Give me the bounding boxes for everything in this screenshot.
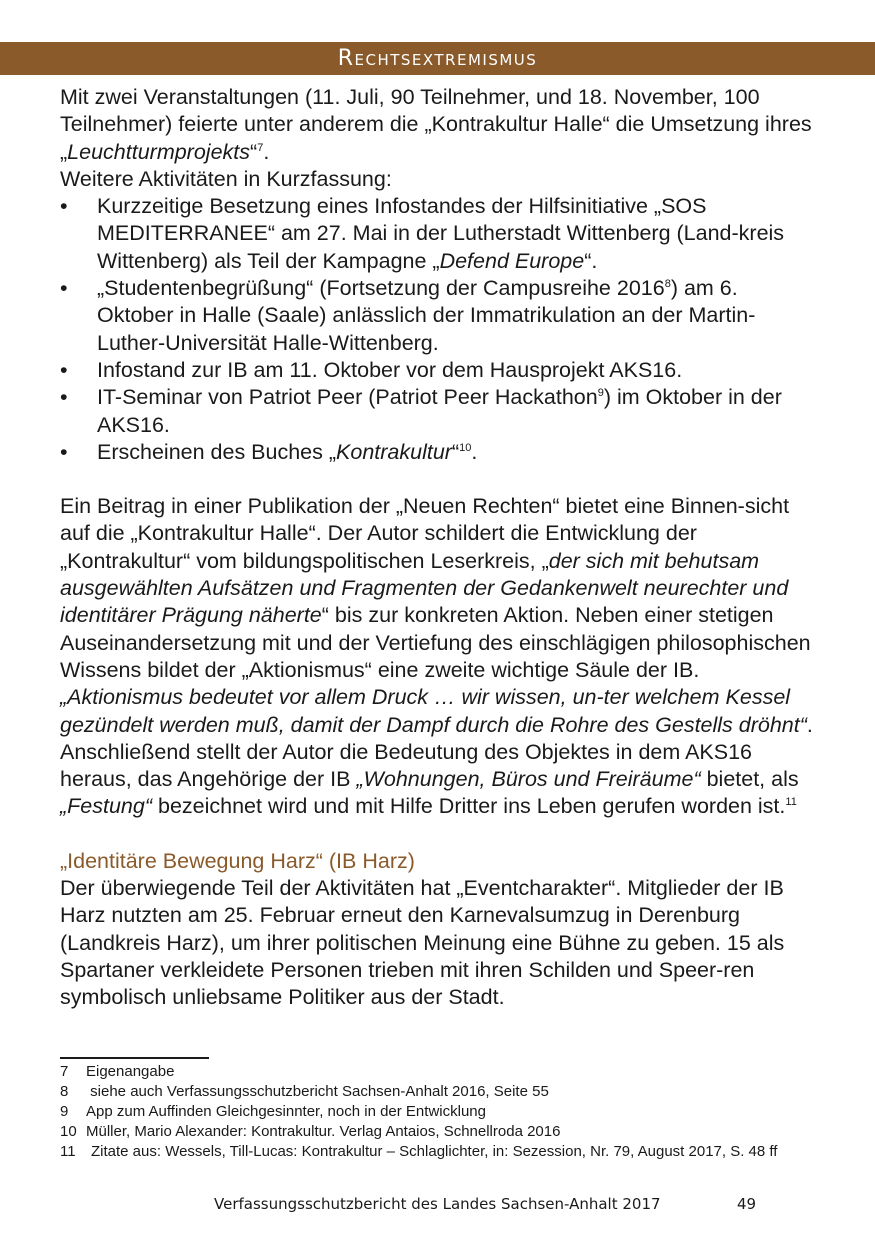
footnote-number: 9 (60, 1103, 69, 1120)
footnote-ref-8[interactable]: 8 (664, 277, 671, 290)
footnote-divider (60, 1057, 209, 1059)
chapter-header-bar (0, 42, 875, 75)
bullet-icon: • (60, 194, 68, 219)
list-item: • Erscheinen des Buches „Kontrakultur“$^{10}$. (60, 439, 820, 466)
footnote-ref-7[interactable]: 7 (257, 141, 264, 154)
paragraph-spacer (60, 466, 820, 493)
bullet-icon: • (60, 439, 68, 464)
kontrakultur-paragraph: Ein Beitrag in einer Publikation der „Neuen Rechten“ bietet eine Binnen-sicht auf die „Kontrakultur Halle“. Der Autor schildert die Entwicklung der „Kontrakultur“ vom bildungspolitischen Leserkreis, „der sich mit behutsam ausgewählten Aufsätzen und Fragmenten der Gedankenwelt neurechter und identitärer Prägung näherte“ bis zur konkreten Aktion. Neben einer stetigen Auseinandersetzung mit und der Vertiefung des einschlägigen philosophischen Wissens bildet der „Aktionismus“ eine zweite wichtige Säule der IB. „Aktionismus bedeutet vor allem Druck … wir wissen, un-ter welchem Kessel gezündelt werden muß, damit der Dampf durch die Rohre des Gestells dröhnt“. Anschließend stellt der Autor die Bedeutung des Objektes in dem AKS16 heraus, das Angehörige der IB „Wohnungen, Büros und Freiräume“ bietet, als „Festung“ bezeichnet wird und mit Hilfe Dritter ins Leben gerufen worden ist.$^{11}$ (60, 494, 813, 819)
bullet-icon: • (60, 357, 68, 382)
footnote-9: 9 App zum Auffinden Gleichgesinnter, noch in der Entwicklung (60, 1103, 486, 1120)
section-heading-ib-harz: „Identitäre Bewegung Harz“ (IB Harz) (60, 848, 415, 873)
footnotes (60, 1062, 820, 1162)
bullet-icon: • (60, 276, 68, 301)
footnote-8: 8 siehe auch Verfassungsschutzbericht Sachsen-Anhalt 2016, Seite 55 (60, 1083, 549, 1100)
page-number: 49 (737, 1195, 757, 1213)
activities-heading: Weitere Aktivitäten in Kurzfassung: (60, 166, 392, 191)
italic-term: Leuchtturmprojekts (67, 139, 251, 164)
footnote-ref-9[interactable]: 9 (597, 387, 604, 400)
list-item: • IT-Seminar von Patriot Peer (Patriot Peer Hackathon$^9$) im Oktober in der AKS16. (60, 385, 782, 437)
bullet-icon: • (60, 385, 68, 410)
list-item: • „Studentenbegrüßung“ (Fortsetzung der Campusreihe 2016$^8$) am 6. Oktober in Halle (Saale) anlässlich der Immatrikulation an der Martin-Luther-Universität Halle-Wittenberg. (60, 276, 756, 355)
footnote-10: 10 Müller, Mario Alexander: Kontrakultur. Verlag Antaios, Schnellroda 2016 (60, 1123, 561, 1140)
footnote-number: 7 (60, 1063, 69, 1080)
footnote-number: 11 (60, 1143, 76, 1160)
chapter-title: Rechtsextremismus (337, 46, 538, 71)
footnote-number: 10 (60, 1123, 77, 1140)
list-item: • Kurzzeitige Besetzung eines Infostandes der Hilfsinitiative „SOS MEDITERRANEE“ am 27. Mai in der Lutherstadt Wittenberg (Land-kreis Wittenberg) als Teil der Kampagne „Defend Europe“. (60, 194, 785, 273)
footnote-ref-10[interactable]: 10 (459, 441, 472, 454)
ib-harz-paragraph: Der überwiegende Teil der Aktivitäten hat „Eventcharakter“. Mitglieder der IB Harz nutzten am 25. Februar erneut den Karnevalsumzug in Derenburg (Landkreis Harz), um ihrer politischen Meinung eine Bühne zu geben. 15 als Spartaner verkleidete Personen trieben mit ihren Schilden und Speer-ren symbolisch unliebsame Politiker aus der Stadt. (60, 876, 785, 1010)
footnote-number: 8 (60, 1083, 69, 1100)
intro-paragraph: Mit zwei Veranstaltungen (11. Juli, 90 Teilnehmer, und 18. November, 100 Teilnehmer) feierte unter anderem die „Kontrakultur Halle“ die Umsetzung ihres „Leuchtturmprojekts“$^7$. (60, 85, 812, 164)
activities-list (60, 193, 820, 466)
list-item: • Infostand zur IB am 11. Oktober vor dem Hausprojekt AKS16. (60, 357, 820, 384)
footnote-ref-11[interactable]: 11 (785, 796, 797, 809)
page-footer-title: Verfassungsschutzbericht des Landes Sachsen-Anhalt 2017 (214, 1195, 661, 1213)
footnote-11: 11 Zitate aus: Wessels, Till-Lucas: Kontrakultur – Schlaglichter, in: Sezession, Nr. 79, August 2017, S. 48 ff (60, 1143, 778, 1160)
main-content (60, 84, 820, 1012)
footnote-7: 7 Eigenangabe (60, 1063, 175, 1080)
